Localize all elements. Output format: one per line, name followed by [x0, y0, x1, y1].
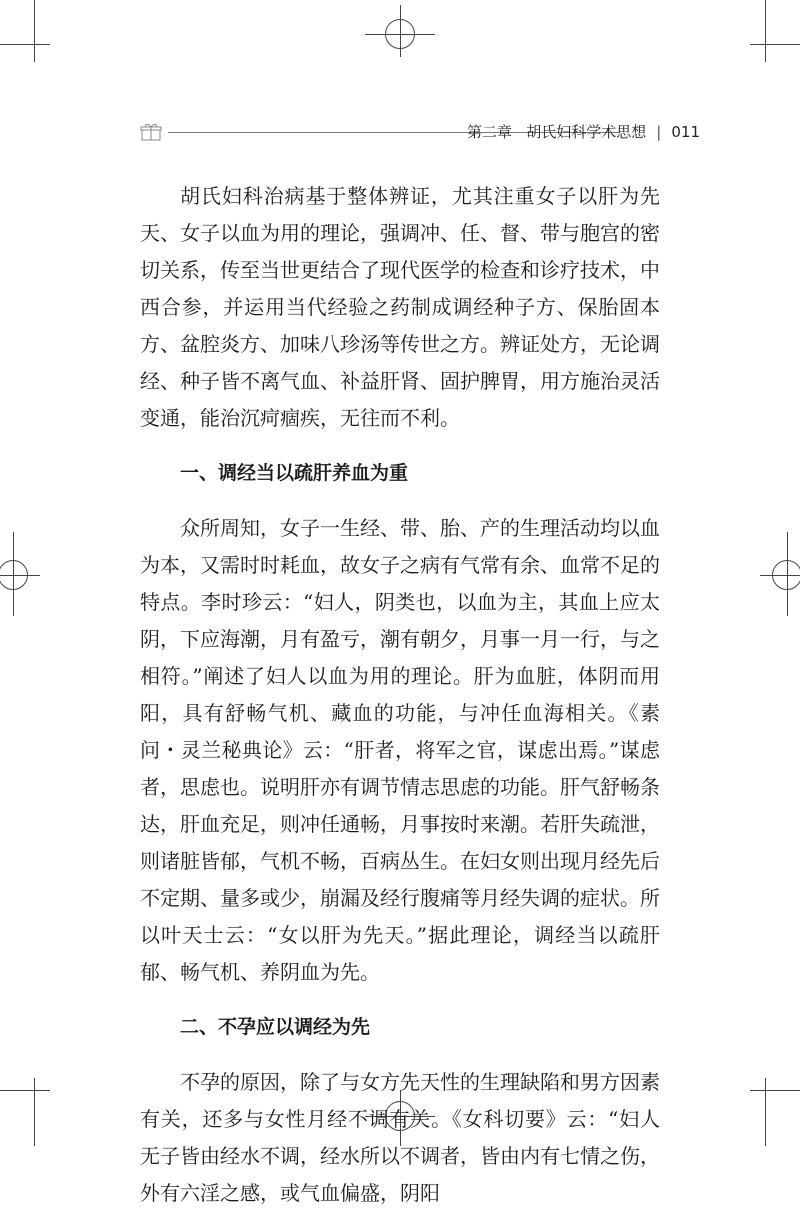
chapter-number: 第二章 — [466, 123, 512, 141]
paragraph: 不孕的原因，除了与女方先天性的生理缺陷和男方因素有关，还多与女性月经不调有关。《女科切要》云：“妇人无子皆由经水不调，经水所以不调者，皆由内有七情之伤，外有六淫之感，或气血偏盛，阴阳 — [140, 1070, 660, 1205]
chapter-heading — [467, 121, 700, 142]
crop-mark — [765, 1078, 766, 1146]
gift-box-icon — [140, 123, 162, 141]
crop-mark — [750, 44, 800, 45]
crop-mark — [34, 0, 35, 62]
page-number: 011 — [671, 123, 700, 141]
crop-mark — [750, 1090, 800, 1091]
crop-mark — [0, 44, 50, 45]
crop-mark — [0, 1090, 50, 1091]
running-header — [140, 120, 700, 144]
chapter-title: 胡氏妇科学术思想 — [526, 123, 647, 141]
paragraph: 胡氏妇科治病基于整体辨证，尤其注重女子以肝为先天、女子以血为用的理论，强调冲、任、督、带与胞宫的密切关系，传至当世更结合了现代医学的检查和诊疗技术，中西合参，并运用当代经验之药制成调经种子方、保胎固本方、盆腔炎方、加味八珍汤等传世之方。辨证处方，无论调经、种子皆不离气血、补益肝肾、固护脾胃，用方施治灵活变通，能治沉疴痼疾，无往而不利。 — [140, 184, 660, 430]
crop-mark — [34, 1078, 35, 1146]
paragraph: 众所周知，女子一生经、带、胎、产的生理活动均以血为本，又需时时耗血，故女子之病有气常有余、血常不足的特点。李时珍云：“妇人，阴类也，以血为主，其血上应太阴，下应海潮，月有盈亏，潮有朝夕，月事一月一行，与之相符。”阐述了妇人以血为用的理论。肝为血脏，体阴而用阳，具有舒畅气机、藏血的功能，与冲任血海相关。《素问・灵兰秘典论》云：“肝者，将军之官，谋虑出焉。”谋虑者，思虑也。说明肝亦有调节情志思虑的功能。肝气舒畅条达，肝血充足，则冲任通畅，月事按时来潮。若肝失疏泄，则诸脏皆郁，气机不畅，百病丛生。在妇女则出现月经先后不定期、量多或少，崩漏及经行腹痛等月经失调的症状。所以叶天士云：“女以肝为先天。”据此理论，调经当以疏肝郁、畅气机、养阴血为先。 — [140, 516, 660, 984]
section-heading: 二、不孕应以调经为先 — [180, 1016, 371, 1038]
header-separator: | — [656, 123, 662, 141]
page-body — [140, 178, 660, 1212]
section-heading: 一、调经当以疏肝养血为重 — [180, 462, 409, 484]
crop-mark — [765, 0, 766, 62]
